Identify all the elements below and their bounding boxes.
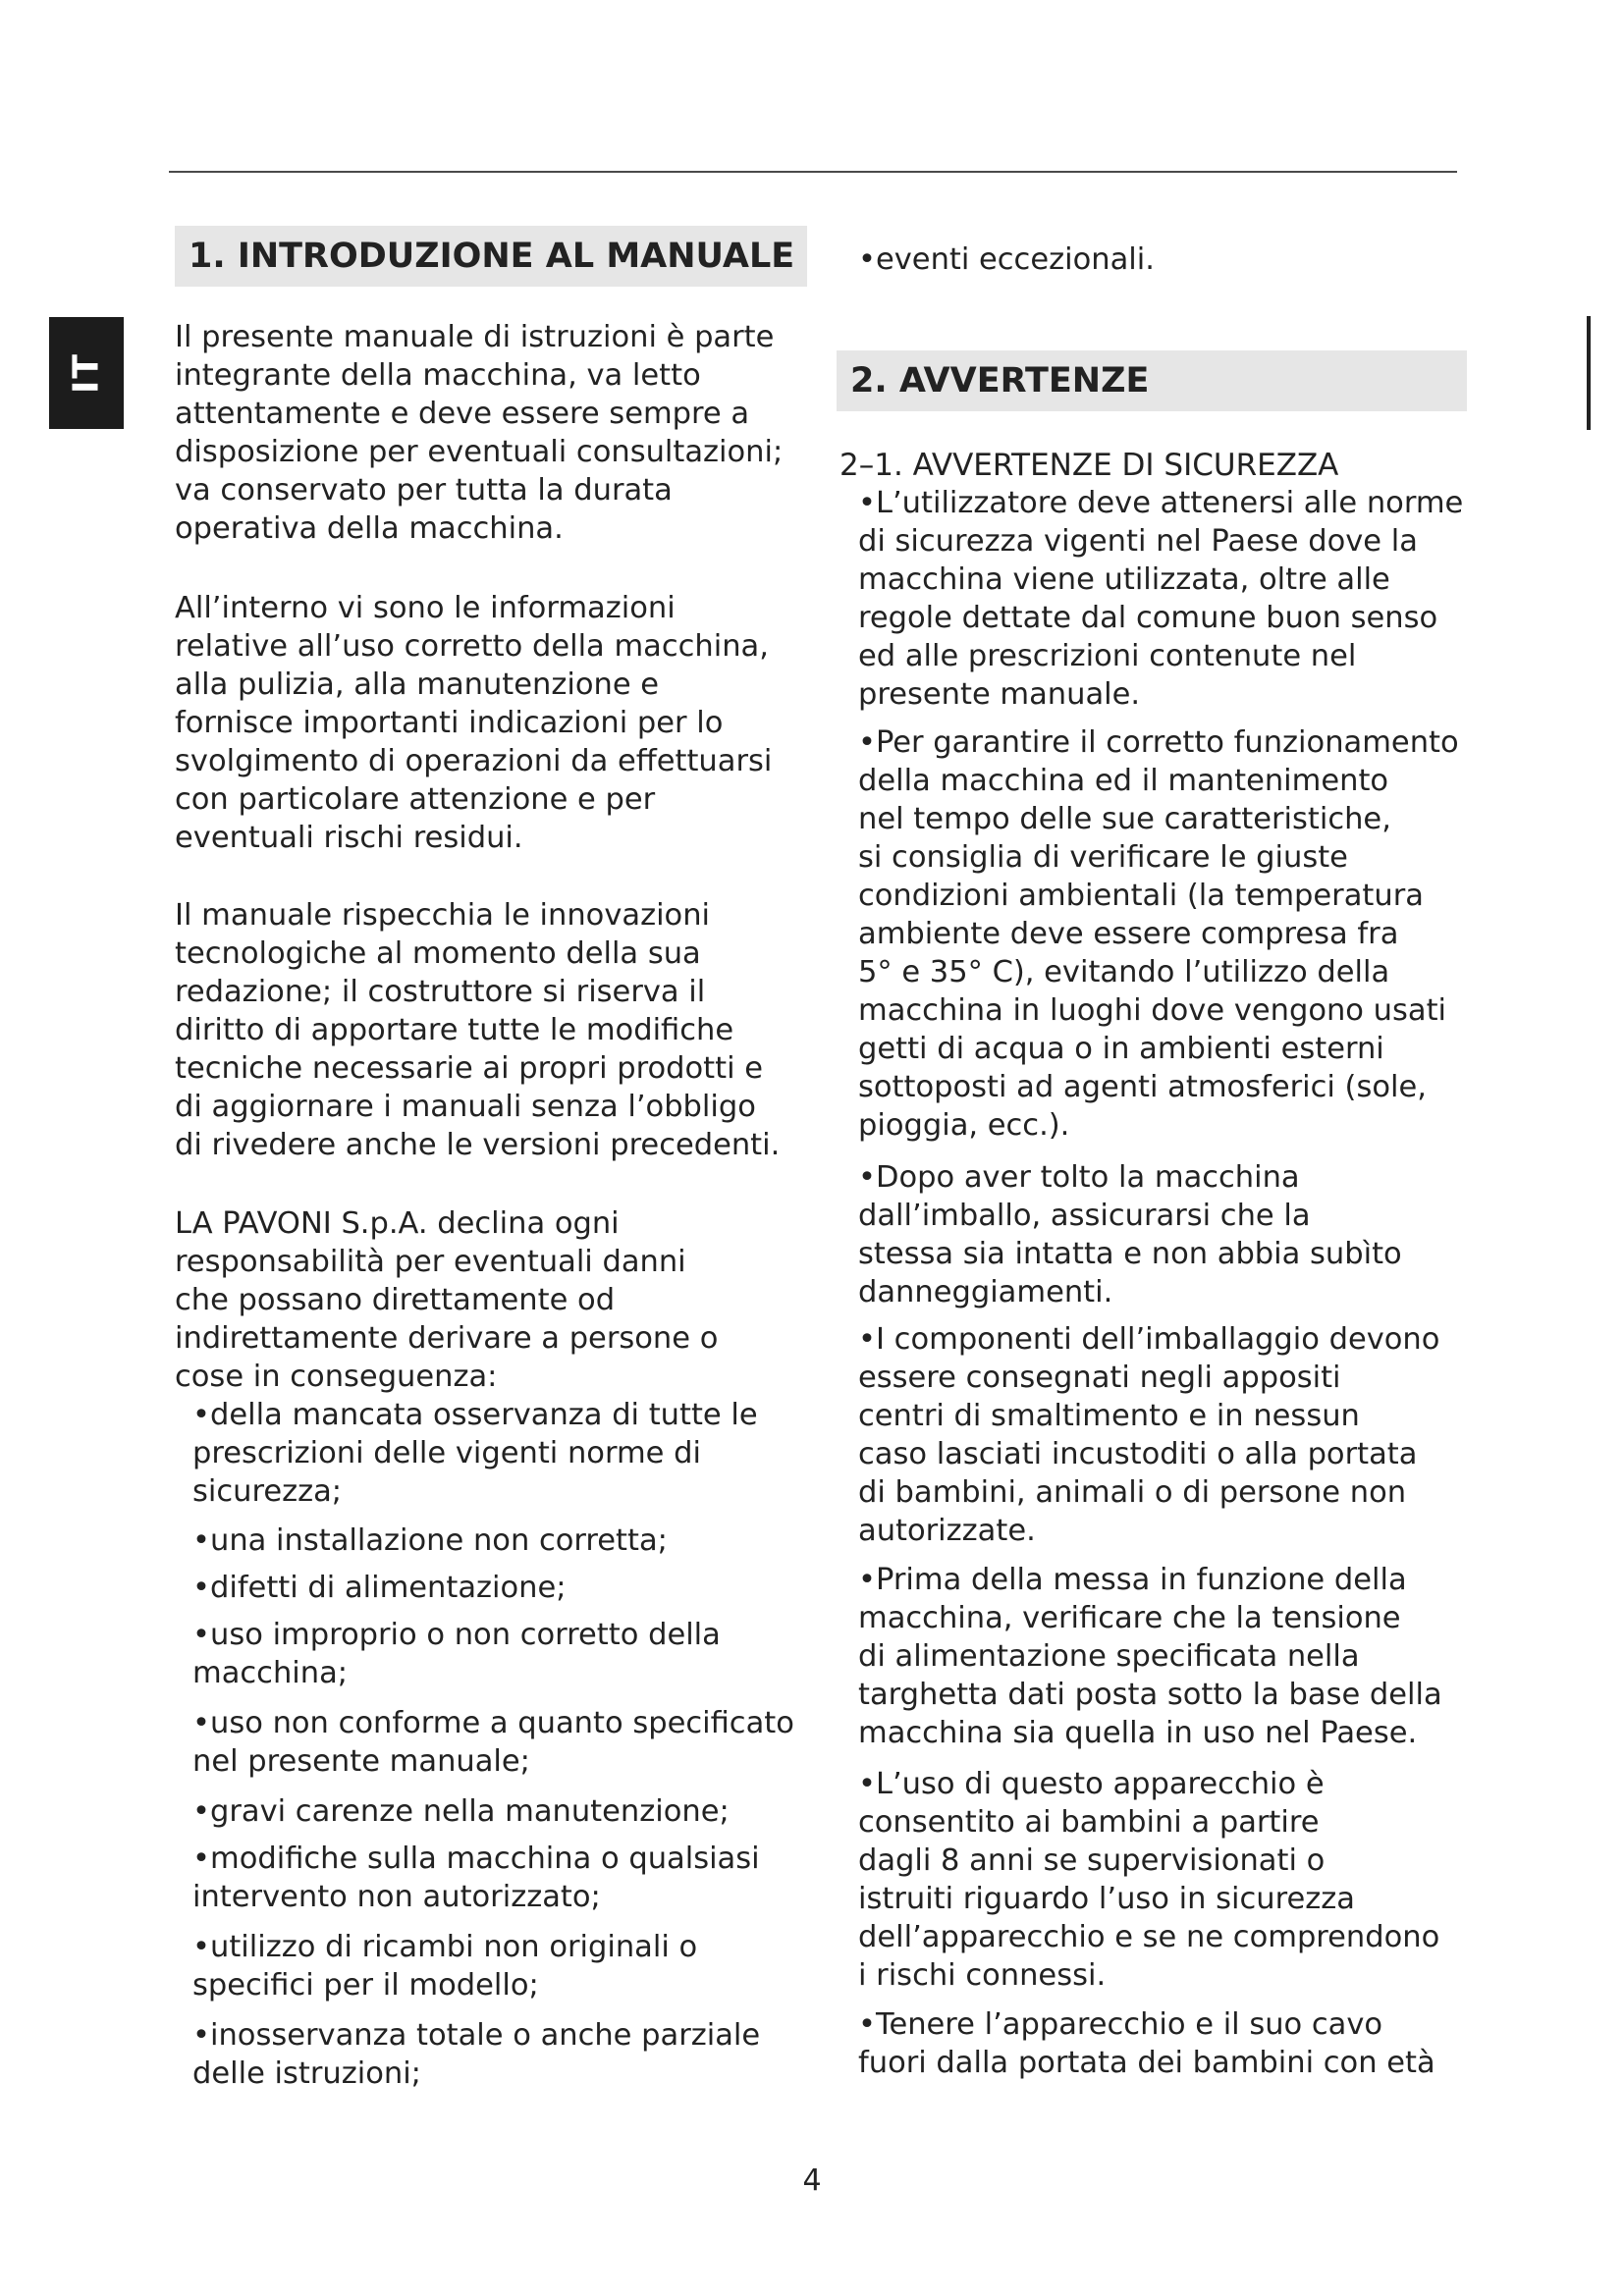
liability-bullet: •una installazione non corretta; [192, 1523, 668, 1558]
section-2-heading: 2. AVVERTENZE [837, 350, 1467, 411]
liability-bullet: •della mancata osservanza di tutte le prescrizioni delle vigenti norme di sicurezza; [192, 1398, 758, 1509]
safety-bullet: •L’utilizzatore deve attenersi alle norme di sicurezza vigenti nel Paese dove la macchina viene utilizzata, oltre alle regole dettate dal comune buon senso ed alle prescrizioni contenute nel presente manuale. [858, 486, 1464, 712]
safety-bullet: •Per garantire il corretto funzionamento della macchina ed il mantenimento nel tempo delle sue caratteristiche, si consiglia di verificare le giuste condizioni ambientali (la temperatura ambiente deve essere compresa fra 5° e 35° C), evitando l’utilizzo della macchina in luoghi dove vengono usati getti di acqua o in ambienti esterni sottoposti ad agenti atmosferici (sole, pioggia, ecc.). [858, 725, 1459, 1143]
intro-paragraph-3: Il manuale rispecchia le innovazioni tecnologiche al momento della sua redazione; il costruttore si riserva il diritto di apportare tutte le modifiche tecniche necessarie ai propri prodotti e di aggiornare i manuali senza l’obbligo di rivedere anche le versioni precedenti. [175, 898, 781, 1162]
page-number: 4 [802, 2163, 822, 2198]
safety-bullet: •Dopo aver tolto la macchina dall’imballo, assicurarsi che la stessa sia intatta e non abbia subìto danneggiamenti. [858, 1160, 1402, 1309]
liability-bullet: •uso improprio o non corretto della macchina; [192, 1618, 721, 1690]
liability-bullet: •modifiche sulla macchina o qualsiasi intervento non autorizzato; [192, 1842, 760, 1914]
intro-paragraph-1: Il presente manuale di istruzioni è parte integrante della macchina, va letto attentamente e deve essere sempre a disposizione per eventuali consultazioni; va conservato per tutta la durata operativa della macchina. [175, 320, 784, 546]
intro-paragraph-2: All’interno vi sono le informazioni relative all’uso corretto della macchina, alla pulizia, alla manutenzione e fornisce importanti indicazioni per lo svolgimento di operazioni da effettuarsi con particolare attenzione e per eventuali rischi residui. [175, 591, 773, 855]
margin-marker [1587, 316, 1591, 430]
liability-bullet: •inosservanza totale o anche parziale delle istruzioni; [192, 2018, 761, 2091]
safety-bullet: •L’uso di questo apparecchio è consentito ai bambini a partire dagli 8 anni se supervisionati o istruiti riguardo l’uso in sicurezza dell’apparecchio e se ne comprendono i rischi connessi. [858, 1767, 1440, 1993]
safety-bullet: •Prima della messa in funzione della macchina, verificare che la tensione di alimentazione specificata nella targhetta dati posta sotto la base della macchina sia quella in uso nel Paese. [858, 1563, 1442, 1750]
language-tab-label: IT [66, 352, 107, 394]
top-rule [169, 171, 1457, 173]
intro-paragraph-4: LA PAVONI S.p.A. declina ogni responsabilità per eventuali danni che possano direttamente od indirettamente derivare a persone o cose in conseguenza: [175, 1206, 719, 1394]
liability-bullet: •uso non conforme a quanto specificato nel presente manuale; [192, 1706, 794, 1779]
liability-bullet: •utilizzo di ricambi non originali o specifici per il modello; [192, 1930, 698, 2002]
safety-bullet: •Tenere l’apparecchio e il suo cavo fuori dalla portata dei bambini con età [858, 2007, 1435, 2080]
liability-bullet: •difetti di alimentazione; [192, 1571, 567, 1605]
subsection-2-1-heading: 2–1. AVVERTENZE DI SICUREZZA [839, 448, 1339, 483]
liability-bullet: •gravi carenze nella manutenzione; [192, 1794, 730, 1829]
safety-bullet: •I componenti dell’imballaggio devono essere consegnati negli appositi centri di smaltimento e in nessun caso lasciati incustoditi o alla portata di bambini, animali o di persone non autorizzate. [858, 1322, 1440, 1548]
section-1-heading: 1. INTRODUZIONE AL MANUALE [175, 226, 807, 287]
continued-bullet: •eventi eccezionali. [858, 242, 1155, 277]
language-tab [49, 317, 124, 429]
